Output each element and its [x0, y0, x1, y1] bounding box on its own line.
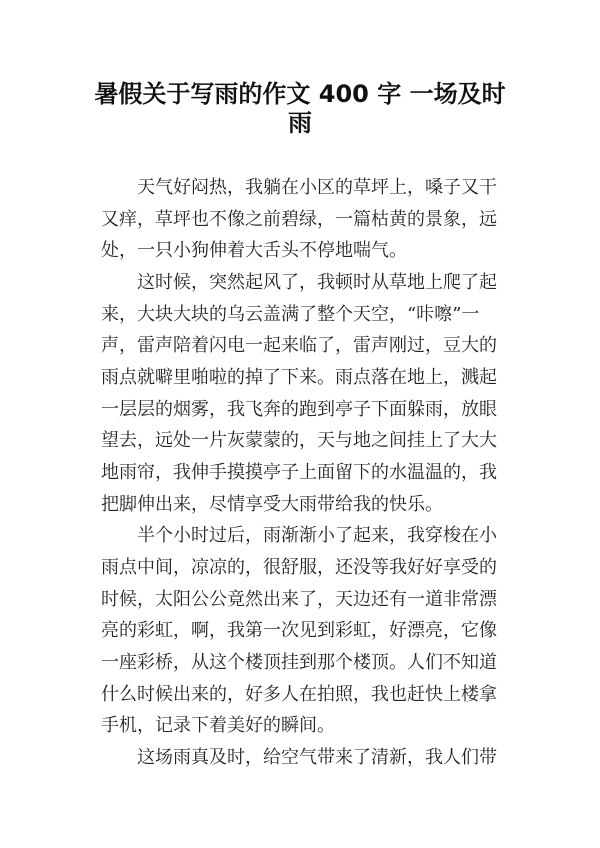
paragraph — [101, 267, 501, 520]
text-line: 时候，太阳公公竟然出来了，天边还有一道非常漂 — [101, 588, 497, 610]
document-title — [90, 80, 510, 138]
text-line: 手机，记录下着美好的瞬间。 — [101, 715, 335, 737]
paragraph — [101, 742, 501, 774]
text-line: 亮的彩虹，啊，我第一次见到彩虹，好漂亮，它像 — [101, 620, 497, 642]
text-line: 一座彩桥，从这个楼顶挂到那个楼顶。人们不知道 — [101, 651, 497, 673]
text-line: 声，雷声陪着闪电一起来临了，雷声刚过，豆大的 — [101, 335, 497, 357]
text-line: 什么时候出来的，好多人在拍照，我也赶快上楼拿 — [101, 683, 497, 705]
text-line: 把脚伸出来，尽情享受大雨带给我的快乐。 — [101, 493, 443, 515]
text-line: 处，一只小狗伸着大舌头不停地喘气。 — [101, 240, 407, 262]
text-line: 天气好闷热，我躺在小区的草坪上，嗓子又干 — [137, 177, 497, 198]
title-line: 雨 — [288, 109, 312, 137]
paragraph — [101, 172, 501, 267]
text-line: 来，大块大块的乌云盖满了整个天空，“咔嚓”一 — [101, 303, 480, 325]
document-body — [101, 172, 501, 773]
text-line: 地雨帘，我伸手摸摸亭子上面留下的水温温的，我 — [101, 461, 497, 483]
paragraph — [101, 520, 501, 742]
text-line: 望去，远处一片灰蒙蒙的，天与地之间挂上了大大 — [101, 430, 497, 452]
text-line: 一层层的烟雾，我飞奔的跑到亭子下面躲雨，放眼 — [101, 398, 497, 420]
title-line: 暑假关于写雨的作文 400 字 一场及时 — [94, 80, 506, 108]
text-line: 雨点就噼里啪啦的掉了下来。雨点落在地上，溅起 — [101, 366, 497, 388]
text-line: 这时候，突然起风了，我顿时从草地上爬了起 — [137, 271, 497, 293]
text-line: 又痒，草坪也不像之前碧绿，一篇枯黄的景象，远 — [101, 208, 497, 230]
text-line: 雨点中间，凉凉的，很舒服，还没等我好好享受的 — [101, 556, 497, 578]
text-line: 半个小时过后，雨渐渐小了起来，我穿梭在小 — [137, 525, 497, 547]
text-line: 这场雨真及时，给空气带来了清新，我人们带 — [137, 746, 497, 768]
